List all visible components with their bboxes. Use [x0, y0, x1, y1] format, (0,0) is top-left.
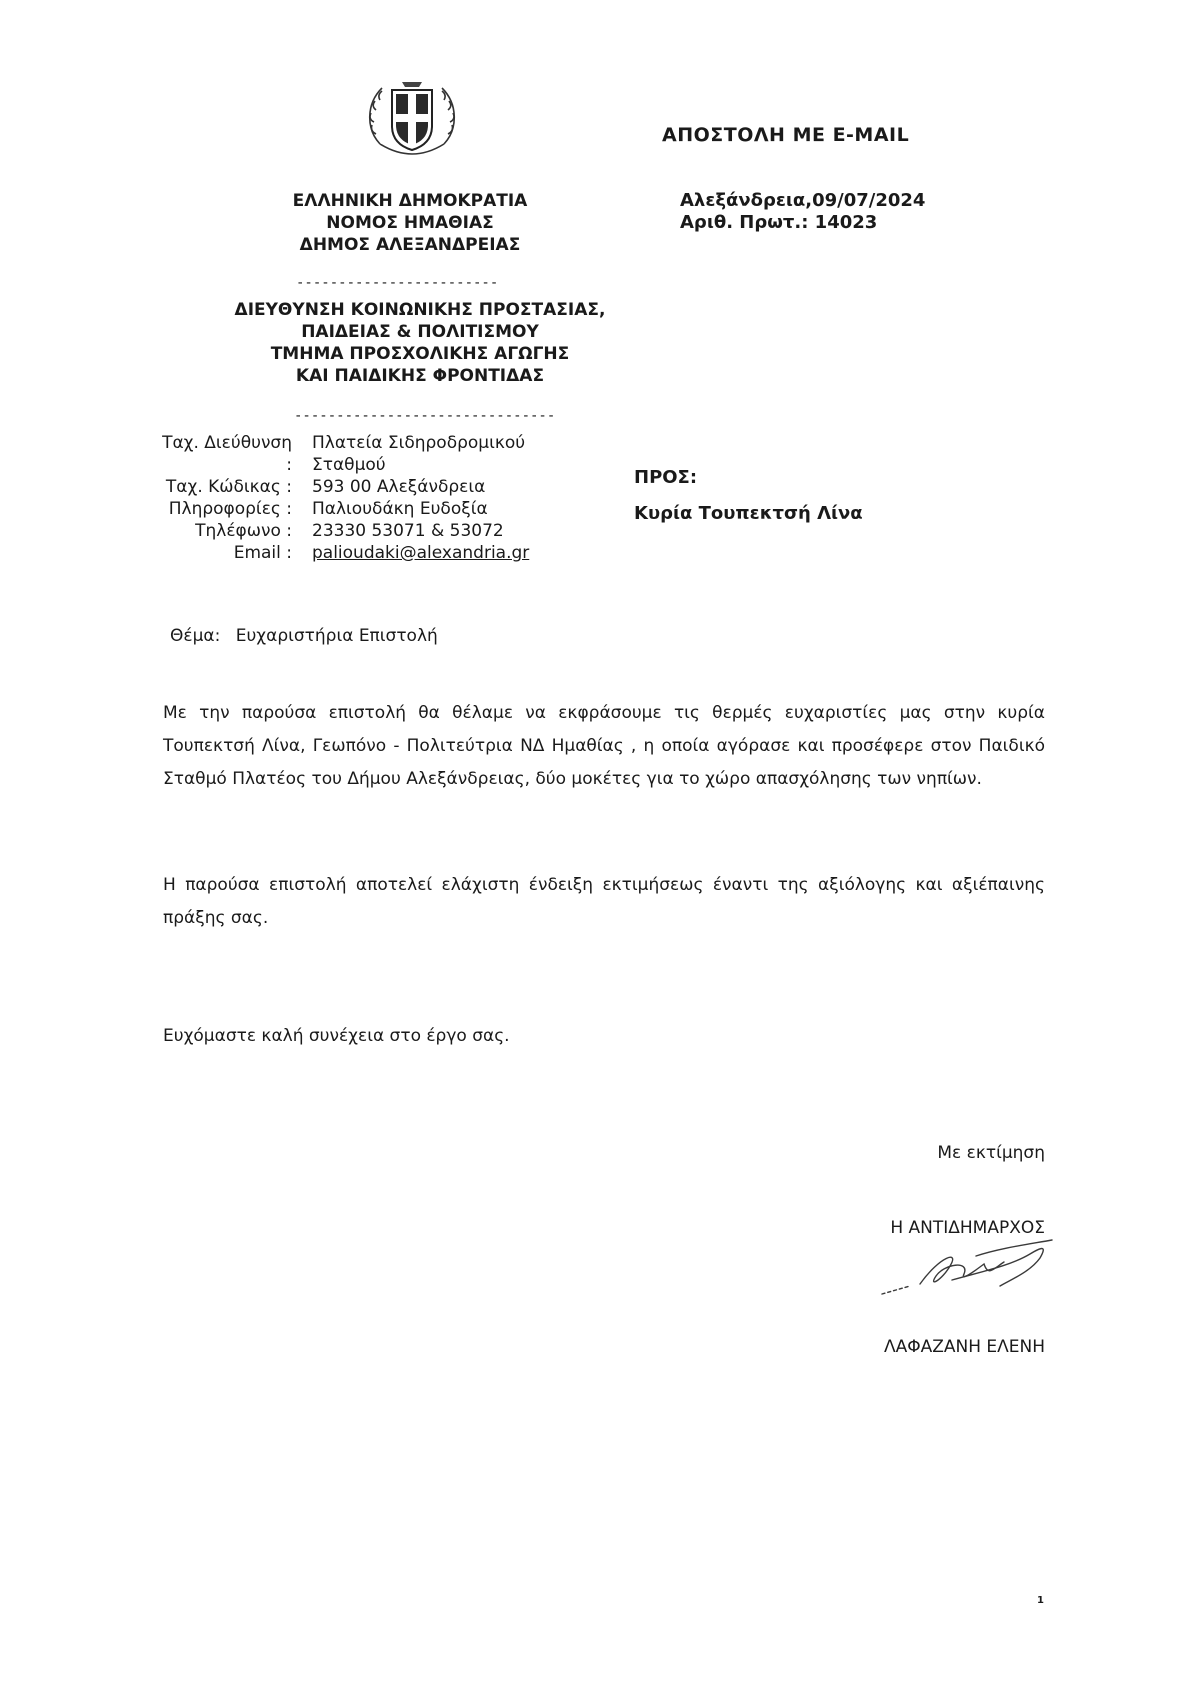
body-paragraph: Με την παρούσα επιστολή θα θέλαμε να εκφράσουμε τις θερμές ευχαριστίες μας στην κυρία Τουπεκτσή Λίνα, Γεωπόνο - Πολιτεύτρια ΝΔ Ημαθίας , η οποία αγόρασε και προσέφερε στον Παιδικό Σταθμό Πλατέος του Δήμου Αλεξάνδρειας, δύο μοκέτες για το χώρο απασχόλησης των νηπίων.: [163, 703, 1045, 789]
contact-row: [150, 476, 572, 498]
issuer-block: [250, 190, 570, 256]
department-line: ΚΑΙ ΠΑΙΔΙΚΗΣ ΦΡΟΝΤΙΔΑΣ: [295, 366, 545, 386]
separator-line: -------------------------------: [294, 408, 556, 424]
handwritten-signature: [880, 1236, 1080, 1306]
protocol-number: Αριθ. Πρωτ.: 14023: [680, 212, 878, 233]
signatory-role: Η ΑΝΤΙΔΗΜΑΡΧΟΣ: [890, 1218, 1045, 1238]
contact-label: :: [286, 455, 292, 475]
contact-row: [150, 454, 572, 476]
subject-line: [170, 626, 438, 646]
subject-text: Ευχαριστήρια Επιστολή: [235, 626, 438, 646]
contact-row: [150, 520, 572, 542]
contact-label: Ταχ. Κώδικας :: [165, 477, 292, 497]
contact-label: Email :: [233, 543, 292, 563]
recipient-name: Κυρία Τουπεκτσή Λίνα: [634, 503, 863, 524]
department-line: ΔΙΕΥΘΥΝΣΗ ΚΟΙΝΩΝΙΚΗΣ ΠΡΟΣΤΑΣΙΑΣ,: [234, 300, 606, 320]
contact-label: Ταχ. Διεύθυνση: [162, 433, 292, 453]
body-paragraph: Η παρούσα επιστολή αποτελεί ελάχιστη ένδειξη εκτιμήσεως έναντι της αξιόλογης και αξιέπαινης πράξης σας.: [163, 875, 1045, 928]
subject-label: Θέμα:: [170, 626, 221, 646]
contact-row: [150, 432, 572, 454]
separator-line: ------------------------: [296, 275, 499, 291]
email-link[interactable]: palioudaki@alexandria.gr: [312, 543, 530, 563]
contact-table: [150, 432, 572, 564]
contact-value: 593 00 Αλεξάνδρεια: [312, 477, 486, 497]
delivery-note: ΑΠΟΣΤΟΛΗ ΜΕ E-MAIL: [662, 124, 910, 146]
contact-value: Πλατεία Σιδηροδρομικού: [312, 433, 526, 453]
date-line: Αλεξάνδρεια,09/07/2024: [680, 190, 926, 211]
closing-regards: Με εκτίμηση: [937, 1143, 1045, 1163]
department-line: ΠΑΙΔΕΙΑΣ & ΠΟΛΙΤΙΣΜΟΥ: [301, 322, 539, 342]
coat-of-arms-emblem: [362, 74, 462, 164]
issuer-line: ΔΗΜΟΣ ΑΛΕΞΑΝΔΡΕΙΑΣ: [299, 235, 521, 255]
body-paragraph: Ευχόμαστε καλή συνέχεια στο έργο σας.: [163, 1026, 510, 1046]
contact-label: Πληροφορίες :: [168, 499, 292, 519]
contact-row: [150, 498, 572, 520]
contact-label: Τηλέφωνο :: [195, 521, 292, 541]
contact-value: Παλιουδάκη Ευδοξία: [312, 499, 488, 519]
signatory-name: ΛΑΦΑΖΑΝΗ ΕΛΕΝΗ: [883, 1337, 1045, 1357]
issuer-line: ΝΟΜΟΣ ΗΜΑΘΙΑΣ: [326, 213, 494, 233]
contact-value: 23330 53071 & 53072: [312, 521, 504, 541]
department-line: ΤΜΗΜΑ ΠΡΟΣΧΟΛΙΚΗΣ ΑΓΩΓΗΣ: [270, 344, 570, 364]
page-number: 1: [1037, 1595, 1044, 1606]
department-block: [200, 299, 640, 387]
contact-row: [150, 542, 572, 564]
recipient-label: ΠΡΟΣ:: [634, 467, 698, 488]
issuer-line: ΕΛΛΗΝΙΚΗ ΔΗΜΟΚΡΑΤΙΑ: [292, 191, 528, 211]
contact-value: Σταθμού: [312, 455, 386, 475]
date-protocol-block: [680, 190, 925, 234]
